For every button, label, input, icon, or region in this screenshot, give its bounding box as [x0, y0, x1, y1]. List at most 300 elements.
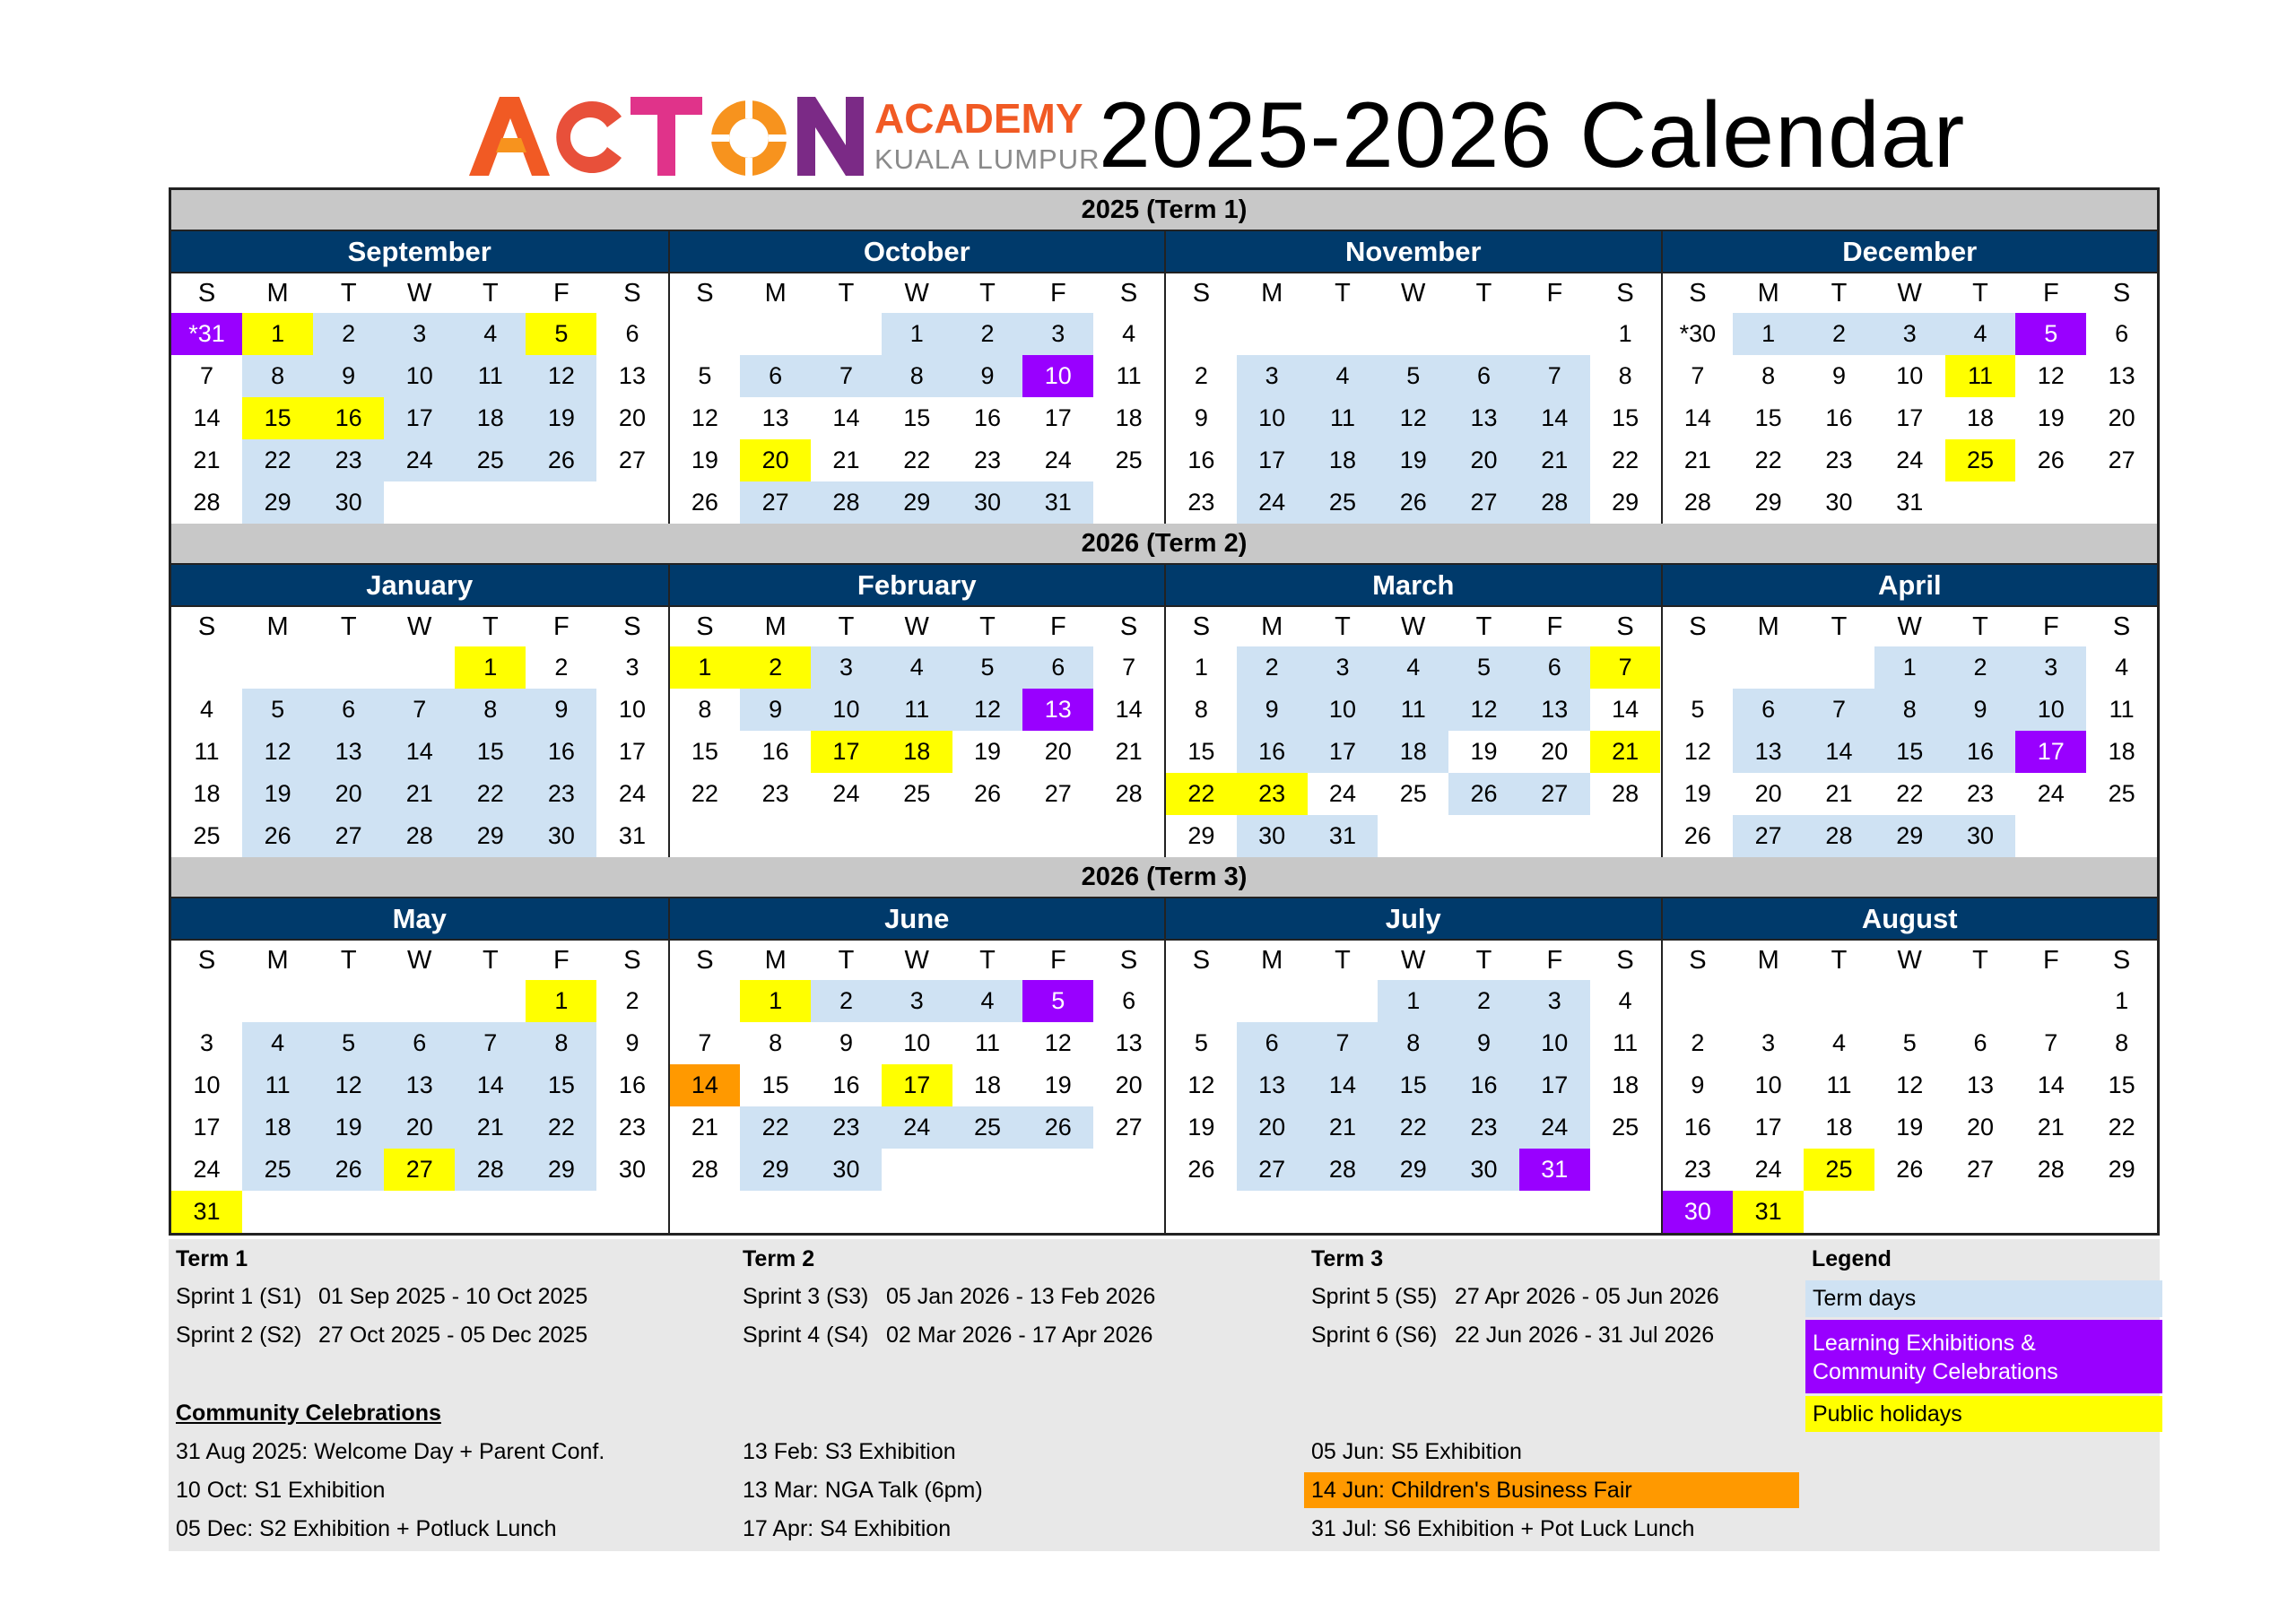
day-cell: 7 [1804, 689, 1874, 731]
empty-day-cell [1590, 815, 1661, 857]
day-cell: 21 [1590, 731, 1661, 773]
day-cell: 18 [974, 1071, 1002, 1098]
month-name: August [1663, 898, 2158, 941]
day-cell: 28 [193, 489, 221, 516]
day-cell: 28 [1612, 780, 1639, 807]
weekday-label: T [1972, 612, 1988, 641]
day-cell: 7 [1691, 362, 1705, 389]
community-title: Community Celebrations [176, 1401, 441, 1426]
empty-day-cell [1733, 980, 1804, 1022]
day-cell: 26 [1683, 822, 1711, 849]
day-cell: 2 [1237, 646, 1308, 689]
day-cell: 1 [1874, 646, 1945, 689]
day-cell: 23 [618, 1114, 646, 1141]
weekday-label: W [904, 946, 929, 975]
day-cell: 1 [1378, 980, 1448, 1022]
day-cell: 13 [1733, 731, 1804, 773]
empty-day-cell [242, 980, 313, 1022]
weekday-label: T [838, 946, 855, 975]
community-item: 17 Apr: S4 Exhibition [743, 1516, 952, 1541]
day-cell: 2 [1691, 1029, 1705, 1056]
month-june [668, 898, 1165, 1233]
day-cell: 14 [670, 1064, 741, 1106]
day-cell: 20 [2108, 404, 2135, 431]
empty-day-cell [952, 1191, 1023, 1233]
day-cell: 27 [1967, 1156, 1995, 1183]
day-cell: 21 [1308, 1106, 1378, 1149]
day-cell: 23 [1187, 489, 1215, 516]
day-cell: 16 [1187, 447, 1215, 473]
day-cell: 21 [1683, 447, 1711, 473]
weekday-label: F [553, 946, 570, 975]
day-cell: 13 [384, 1064, 455, 1106]
month-october [668, 231, 1165, 524]
weekday-label: S [1616, 279, 1634, 308]
day-cell: 11 [2109, 696, 2135, 723]
day-cell: 29 [455, 815, 526, 857]
empty-day-cell [2086, 481, 2157, 524]
day-cell: 16 [832, 1071, 860, 1098]
day-cell: 6 [1122, 987, 1136, 1014]
day-cell: 17 [193, 1114, 221, 1141]
empty-day-cell [1663, 980, 1734, 1022]
day-cell: 12 [242, 731, 313, 773]
month-name: September [171, 231, 668, 273]
community-item: 05 Dec: S2 Exhibition + Potluck Lunch [176, 1516, 557, 1541]
day-cell: 2 [313, 313, 384, 355]
day-cell: 16 [761, 738, 789, 765]
day-cell: 26 [526, 439, 596, 481]
day-cell: 26 [1896, 1156, 1924, 1183]
weekday-label: S [2112, 946, 2131, 975]
month-september [171, 231, 668, 524]
day-cell: 23 [974, 447, 1002, 473]
weekday-label: W [407, 612, 432, 641]
day-cell: 19 [1896, 1114, 1924, 1141]
day-cell: 6 [384, 1022, 455, 1064]
day-cell: 3 [1237, 355, 1308, 397]
day-cell: 17 [1308, 731, 1378, 773]
day-cell: 29 [1754, 489, 1782, 516]
legend-exhibitions [1805, 1320, 2162, 1393]
day-cell: 5 [313, 1022, 384, 1064]
day-cell: 30 [618, 1156, 646, 1183]
day-cell: 5 [1378, 355, 1448, 397]
day-cell: 9 [1831, 362, 1846, 389]
day-cell: 31 [1308, 815, 1378, 857]
day-cell: 4 [1378, 646, 1448, 689]
term-header: 2026 (Term 3) [171, 857, 2157, 898]
weekday-label: T [340, 612, 357, 641]
day-cell: 27 [1044, 780, 1072, 807]
day-cell: 12 [526, 355, 596, 397]
weekday-label: F [1049, 279, 1066, 308]
weekday-label: S [197, 946, 216, 975]
sprint6-label: Sprint 6 (S6) [1311, 1323, 1438, 1348]
day-cell: 6 [1733, 689, 1804, 731]
weekday-label: S [2112, 612, 2131, 641]
day-cell: 14 [1683, 404, 1711, 431]
weekday-label: T [838, 279, 855, 308]
acton-logo-graphic [469, 90, 1100, 188]
empty-day-cell [2015, 980, 2086, 1022]
weekday-label: S [1192, 612, 1211, 641]
empty-day-cell [740, 815, 811, 857]
day-cell: 10 [811, 689, 882, 731]
day-cell: 30 [1663, 1191, 1734, 1233]
weekday-label: T [1475, 946, 1492, 975]
day-cell: 18 [1612, 1071, 1639, 1098]
day-cell: 8 [526, 1022, 596, 1064]
month-name: February [670, 565, 1165, 607]
day-cell: 9 [952, 355, 1023, 397]
weekday-label: M [1757, 946, 1779, 975]
day-cell: 7 [1308, 1022, 1378, 1064]
day-cell: 3 [625, 654, 639, 681]
day-cell: 15 [242, 397, 313, 439]
month-days-grid [1166, 273, 1661, 524]
day-cell: 1 [242, 313, 313, 355]
day-cell: 12 [1187, 1071, 1215, 1098]
day-cell: 19 [1187, 1114, 1215, 1141]
empty-day-cell [2015, 1191, 2086, 1233]
day-cell: 13 [313, 731, 384, 773]
day-cell: 27 [740, 481, 811, 524]
empty-day-cell [313, 1191, 384, 1233]
month-days-grid [1663, 607, 2158, 857]
weekday-label: F [553, 612, 570, 641]
day-cell: 17 [882, 1064, 952, 1106]
day-cell: 20 [618, 404, 646, 431]
day-cell: 9 [740, 689, 811, 731]
day-cell: 30 [1945, 815, 2016, 857]
day-cell: 24 [1044, 447, 1072, 473]
month-name: January [171, 565, 668, 607]
day-cell: 24 [1519, 1106, 1590, 1149]
empty-day-cell [1945, 481, 2016, 524]
day-cell: 23 [1967, 780, 1995, 807]
day-cell: 30 [1237, 815, 1308, 857]
day-cell: 4 [455, 313, 526, 355]
legend-term-days [1805, 1280, 2162, 1317]
day-cell: 10 [903, 1029, 931, 1056]
legend-title: Legend [1812, 1246, 1892, 1271]
day-cell: 15 [903, 404, 931, 431]
weekday-label: T [1335, 612, 1351, 641]
day-cell: 20 [1754, 780, 1782, 807]
weekday-label: S [1616, 612, 1634, 641]
month-name: March [1166, 565, 1661, 607]
month-august [1661, 898, 2158, 1233]
empty-day-cell [384, 1191, 455, 1233]
weekday-label: S [1192, 279, 1211, 308]
empty-day-cell [171, 980, 242, 1022]
empty-day-cell [670, 1191, 741, 1233]
day-cell: 13 [1022, 689, 1093, 731]
day-cell: 13 [618, 362, 646, 389]
day-cell: 3 [200, 1029, 214, 1056]
day-cell: 8 [882, 355, 952, 397]
day-cell: 7 [200, 362, 214, 389]
day-cell: 28 [691, 1156, 718, 1183]
month-name: July [1166, 898, 1661, 941]
term-header: 2026 (Term 2) [171, 524, 2157, 565]
day-cell: 28 [455, 1149, 526, 1191]
empty-day-cell [1022, 1191, 1093, 1233]
empty-day-cell [1022, 1149, 1093, 1191]
weekday-label: T [1475, 279, 1492, 308]
day-cell: 2 [1194, 362, 1208, 389]
weekday-label: T [838, 612, 855, 641]
day-cell: 31 [1896, 489, 1924, 516]
day-cell: 25 [903, 780, 931, 807]
empty-day-cell [882, 815, 952, 857]
day-cell: 21 [691, 1114, 718, 1141]
day-cell: 10 [618, 696, 646, 723]
day-cell: 14 [1804, 731, 1874, 773]
day-cell: 21 [1519, 439, 1590, 481]
day-cell: 16 [1237, 731, 1308, 773]
day-cell: 4 [952, 980, 1023, 1022]
day-cell: 6 [1448, 355, 1519, 397]
day-cell: 6 [1022, 646, 1093, 689]
day-cell: 24 [1754, 1156, 1782, 1183]
empty-day-cell [384, 481, 455, 524]
empty-day-cell [455, 481, 526, 524]
day-cell: 10 [1519, 1022, 1590, 1064]
day-cell: 20 [1967, 1114, 1995, 1141]
day-cell: 17 [811, 731, 882, 773]
day-cell: 11 [194, 738, 220, 765]
empty-day-cell [455, 1191, 526, 1233]
day-cell: 26 [691, 489, 718, 516]
empty-day-cell [1308, 313, 1378, 355]
page-title: 2025-2026 Calendar [1099, 83, 1966, 187]
day-cell: 7 [384, 689, 455, 731]
day-cell: 10 [1237, 397, 1308, 439]
day-cell: 23 [811, 1106, 882, 1149]
day-cell: 30 [952, 481, 1023, 524]
day-cell: 11 [1308, 397, 1378, 439]
empty-day-cell [313, 646, 384, 689]
day-cell: 5 [526, 313, 596, 355]
day-cell: 7 [455, 1022, 526, 1064]
empty-day-cell [1093, 481, 1164, 524]
day-cell: 29 [1187, 822, 1215, 849]
day-cell: 25 [455, 439, 526, 481]
weekday-label: M [764, 946, 787, 975]
day-cell: 7 [2044, 1029, 2058, 1056]
day-cell: 13 [1519, 689, 1590, 731]
empty-day-cell [811, 815, 882, 857]
day-cell: 25 [1399, 780, 1427, 807]
day-cell: 10 [1896, 362, 1924, 389]
weekday-label: S [623, 946, 641, 975]
day-cell: 8 [1874, 689, 1945, 731]
day-cell: 16 [1448, 1064, 1519, 1106]
weekday-label: M [1757, 612, 1779, 641]
day-cell: 22 [1166, 773, 1237, 815]
empty-day-cell [1166, 313, 1237, 355]
day-cell: 3 [882, 980, 952, 1022]
weekday-label: T [340, 946, 357, 975]
day-cell: 23 [1825, 447, 1853, 473]
day-cell: 19 [974, 738, 1002, 765]
weekday-label: S [696, 612, 714, 641]
empty-day-cell [1945, 980, 2016, 1022]
empty-day-cell [455, 980, 526, 1022]
day-cell: 8 [1618, 362, 1632, 389]
day-cell: 28 [1308, 1149, 1378, 1191]
day-cell: 11 [1116, 362, 1142, 389]
day-cell: 30 [313, 481, 384, 524]
day-cell: 5 [952, 646, 1023, 689]
weekday-label: T [1972, 946, 1988, 975]
empty-day-cell [384, 980, 455, 1022]
day-cell: 8 [2115, 1029, 2129, 1056]
day-cell: 10 [1308, 689, 1378, 731]
weekday-label: T [1831, 612, 1848, 641]
day-cell: 28 [2037, 1156, 2065, 1183]
empty-day-cell [1093, 815, 1164, 857]
day-cell: 5 [242, 689, 313, 731]
empty-day-cell [882, 1191, 952, 1233]
legend-exhibitions-line2: Community Celebrations [1813, 1359, 2058, 1384]
day-cell: 17 [384, 397, 455, 439]
day-cell: 7 [1122, 654, 1136, 681]
community-item-business-fair: 14 Jun: Children's Business Fair [1304, 1472, 1799, 1508]
empty-day-cell [1804, 980, 1874, 1022]
empty-day-cell [384, 646, 455, 689]
day-cell: 5 [1448, 646, 1519, 689]
weekday-label: F [2042, 612, 2059, 641]
weekday-label: S [1689, 279, 1707, 308]
empty-day-cell [1874, 980, 1945, 1022]
day-cell: 18 [1967, 404, 1995, 431]
weekday-label: T [1972, 279, 1988, 308]
month-name: May [171, 898, 668, 941]
day-cell: 17 [1044, 404, 1072, 431]
month-days-grid [1663, 941, 2158, 1233]
day-cell: 11 [455, 355, 526, 397]
weekday-label: S [623, 612, 641, 641]
day-cell: 23 [526, 773, 596, 815]
day-cell: 4 [2115, 654, 2129, 681]
day-cell: 28 [1115, 780, 1143, 807]
day-cell: 2 [811, 980, 882, 1022]
weekday-label: M [1261, 946, 1283, 975]
day-cell: 18 [242, 1106, 313, 1149]
sprint4-label: Sprint 4 (S4) [743, 1323, 869, 1348]
day-cell: 14 [1612, 696, 1639, 723]
day-cell: 8 [1378, 1022, 1448, 1064]
month-name: December [1663, 231, 2158, 273]
day-cell: 10 [193, 1071, 221, 1098]
weekday-label: M [764, 279, 787, 308]
month-november [1164, 231, 1661, 524]
day-cell: 24 [1328, 780, 1356, 807]
day-cell: 31 [618, 822, 646, 849]
empty-day-cell [2015, 815, 2086, 857]
day-cell: 9 [1237, 689, 1308, 731]
day-cell: 11 [882, 689, 952, 731]
day-cell: 26 [1187, 1156, 1215, 1183]
day-cell: 19 [1470, 738, 1498, 765]
weekday-label: M [1757, 279, 1779, 308]
day-cell: 18 [1115, 404, 1143, 431]
day-cell: 5 [2015, 313, 2086, 355]
day-cell: 27 [313, 815, 384, 857]
day-cell: 23 [761, 780, 789, 807]
weekday-label: T [1831, 279, 1848, 308]
day-cell: 30 [1825, 489, 1853, 516]
day-cell: 29 [1612, 489, 1639, 516]
day-cell: 28 [1804, 815, 1874, 857]
day-cell: *30 [1679, 320, 1717, 347]
day-cell: 14 [1115, 696, 1143, 723]
weekday-label: T [482, 279, 499, 308]
empty-day-cell [1308, 980, 1378, 1022]
empty-day-cell [740, 313, 811, 355]
day-cell: 22 [2108, 1114, 2135, 1141]
month-december [1661, 231, 2158, 524]
day-cell: 3 [1874, 313, 1945, 355]
day-cell: 7 [1519, 355, 1590, 397]
legend-public-holidays-label: Public holidays [1813, 1401, 1962, 1427]
empty-day-cell [1804, 1191, 1874, 1233]
day-cell: 21 [1825, 780, 1853, 807]
day-cell: 27 [1115, 1114, 1143, 1141]
day-cell: 25 [1612, 1114, 1639, 1141]
day-cell: 3 [1022, 313, 1093, 355]
weekday-label: S [2112, 279, 2131, 308]
day-cell: 9 [313, 355, 384, 397]
day-cell: 3 [1308, 646, 1378, 689]
empty-day-cell [1093, 1191, 1164, 1233]
day-cell: 20 [1448, 439, 1519, 481]
sprint4-dates: 02 Mar 2026 - 17 Apr 2026 [886, 1323, 1153, 1348]
day-cell: 10 [384, 355, 455, 397]
day-cell: 29 [526, 1149, 596, 1191]
day-cell: 9 [839, 1029, 853, 1056]
day-cell: 30 [1448, 1149, 1519, 1191]
day-cell: 24 [1237, 481, 1308, 524]
legend-public-holidays [1805, 1396, 2162, 1432]
day-cell: 6 [1519, 646, 1590, 689]
community-item: 31 Aug 2025: Welcome Day + Parent Conf. [176, 1439, 605, 1464]
day-cell: 23 [1448, 1106, 1519, 1149]
day-cell: 19 [313, 1106, 384, 1149]
day-cell: 3 [384, 313, 455, 355]
day-cell: 21 [1115, 738, 1143, 765]
day-cell: 5 [698, 362, 712, 389]
day-cell: 24 [882, 1106, 952, 1149]
day-cell: 28 [811, 481, 882, 524]
day-cell: 20 [1115, 1071, 1143, 1098]
acton-academy-logo [469, 90, 1100, 197]
day-cell: 13 [1967, 1071, 1995, 1098]
day-cell: 9 [625, 1029, 639, 1056]
day-cell: 2 [952, 313, 1023, 355]
day-cell: 13 [761, 404, 789, 431]
day-cell: 10 [2015, 689, 2086, 731]
day-cell: 16 [526, 731, 596, 773]
day-cell: 8 [242, 355, 313, 397]
empty-day-cell [1166, 1191, 1237, 1233]
day-cell: 18 [193, 780, 221, 807]
empty-day-cell [2086, 1191, 2157, 1233]
day-cell: 15 [1378, 1064, 1448, 1106]
